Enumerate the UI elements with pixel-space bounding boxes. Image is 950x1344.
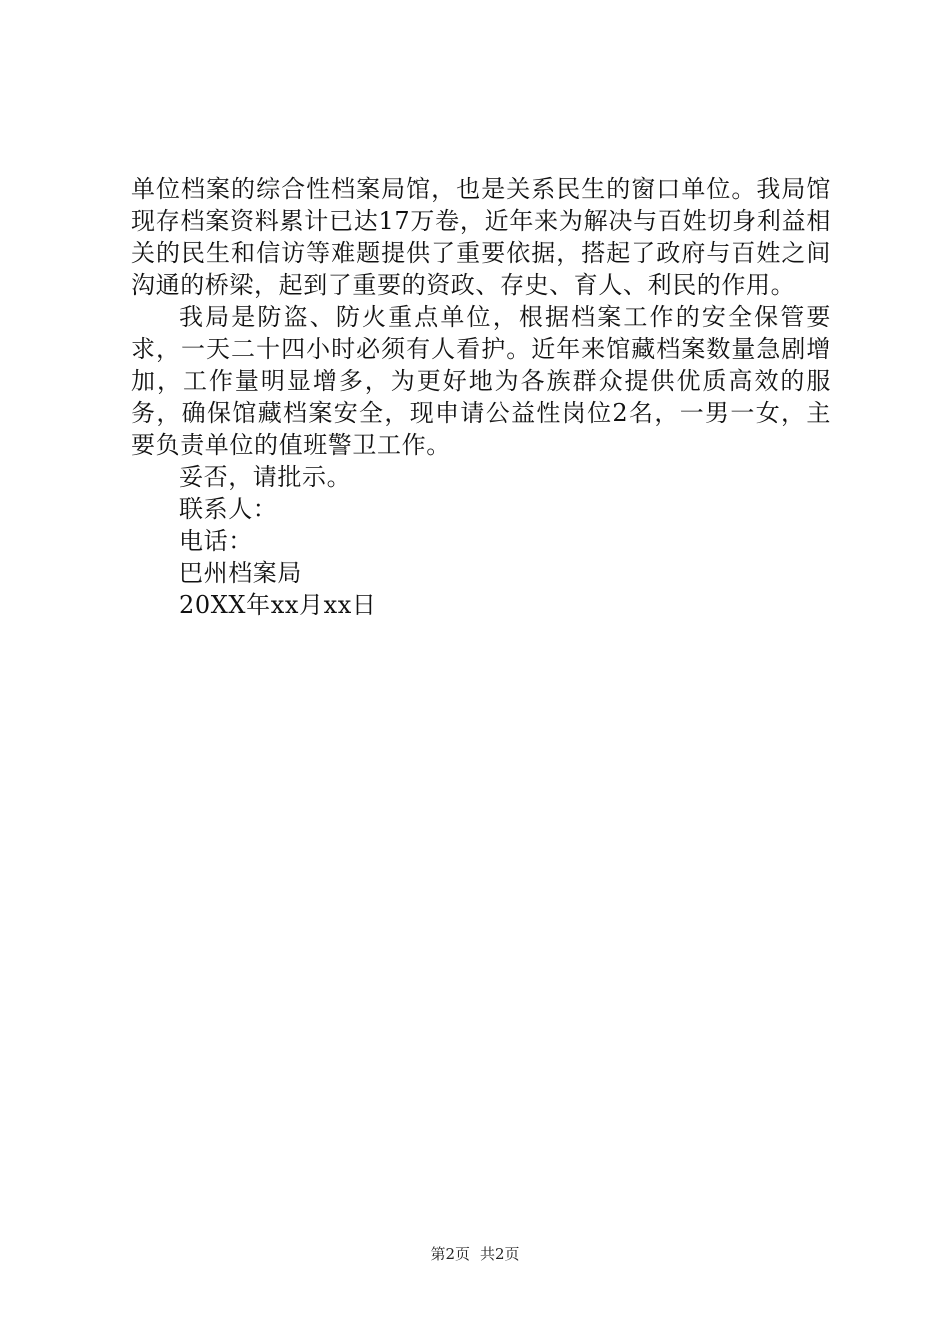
page-number: 第2页 — [430, 1245, 470, 1263]
contact-person-line: 联系人： — [179, 495, 278, 523]
page-total: 共2页 — [480, 1245, 520, 1263]
closing-line: 妥否，请批示。 — [179, 463, 352, 491]
paragraph-1: 单位档案的综合性档案局馆，也是关系民生的窗口单位。我局馆现存档案资料累计已达17万卷，近年来为解决与百姓切身利益相关的民生和信访等难题提供了重要依据，搭起了政府与百姓之间沟通的桥梁，起到了重要的资政、存史、育人、利民的作用。 — [131, 175, 831, 299]
document-date: 20XX年xx月xx日 — [179, 591, 377, 619]
phone-line: 电话： — [179, 527, 253, 555]
paragraph-2: 我局是防盗、防火重点单位，根据档案工作的安全保管要求，一天二十四小时必须有人看护。近年来馆藏档案数量急剧增加，工作量明显增多，为更好地为各族群众提供优质高效的服务，确保馆藏档案安全，现申请公益性岗位2名，一男一女，主要负责单位的值班警卫工作。 — [131, 303, 831, 459]
signature-organization: 巴州档案局 — [179, 559, 302, 587]
page-footer — [0, 1244, 950, 1264]
document-body — [131, 173, 831, 621]
